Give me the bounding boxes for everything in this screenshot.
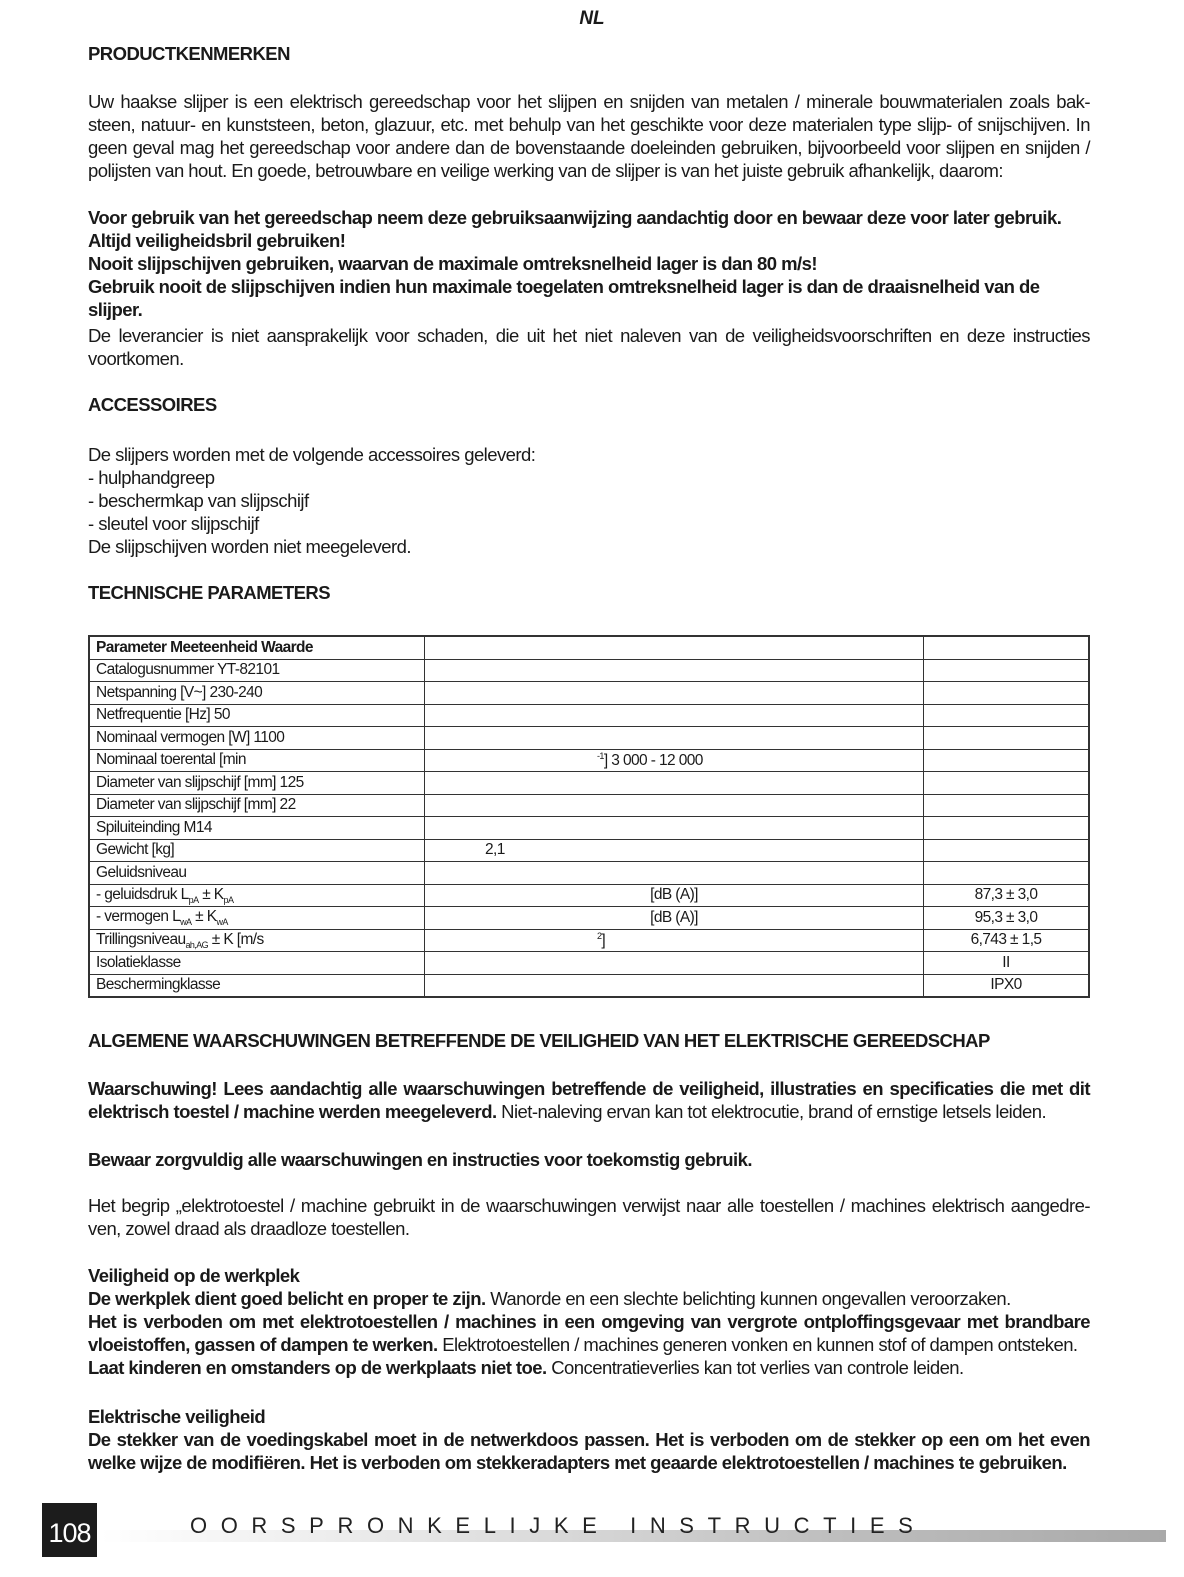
cell-text: Gewicht [kg] (96, 841, 175, 859)
table-cell (425, 704, 924, 727)
supscript-text: -1 (597, 750, 604, 761)
technical-parameters-table (88, 635, 1090, 998)
subscript-text: wA (180, 917, 192, 928)
table-cell (425, 636, 924, 659)
table-cell (425, 952, 924, 975)
cell-text: [dB (A)] (650, 908, 698, 926)
rule-text: Concentratieverlies kan tot verlies van controle leiden. (546, 1357, 964, 1378)
table-row (89, 727, 1089, 750)
table-cell (89, 704, 425, 727)
table-cell (89, 884, 425, 907)
table-row (89, 817, 1089, 840)
table-row (89, 884, 1089, 907)
rule-bold: De werkplek dient goed belicht en proper te zijn. (88, 1288, 486, 1309)
cell-text: 6,743 ± 1,5 (970, 931, 1042, 949)
table-cell (924, 952, 1090, 975)
table-cell (425, 862, 924, 885)
table-row (89, 862, 1089, 885)
cell-text: - geluidsdruk L (96, 885, 189, 903)
table-row (89, 659, 1089, 682)
cell-text: Diameter van slijpschijf [mm] 22 (96, 796, 296, 814)
table-cell (89, 907, 425, 930)
table-cell (89, 794, 425, 817)
warning-bold: Waarschuwing! Lees aandachtig alle waarschuwingen betreffende de veiligheid, illustraties en specificaties die met dit elektrisch toestel / machine werden meegeleverd. (88, 1078, 1090, 1122)
section-title-technische-parameters: TECHNISCHE PARAMETERS (88, 582, 330, 603)
cell-text: ± K [m/s (208, 930, 264, 948)
cell-text: [dB (A)] (650, 886, 698, 904)
table-cell (924, 749, 1090, 772)
table-cell (924, 772, 1090, 795)
rule-bold: Het is verboden om met elektrotoestellen / machines in een omgeving van vergrote ontploffingsgevaar met brandbare vloeistoffen, gassen of dampen te werken. (88, 1311, 1090, 1355)
accessories-list (88, 443, 1090, 558)
cell-text: 87,3 ± 3,0 (974, 886, 1038, 904)
table-cell (425, 817, 924, 840)
table-row (89, 974, 1089, 997)
table-cell (89, 749, 425, 772)
cell-text: ] (601, 931, 606, 949)
cell-text: - vermogen L (96, 908, 181, 926)
warning-min-speed: Nooit slijpschijven gebruiken, waarvan de maximale omtreksnelheid lager is dan 80 m/s! (88, 253, 817, 274)
rule-bold: Laat kinderen en omstanders op de werkplaats niet toe. (88, 1357, 547, 1378)
table-row (89, 952, 1089, 975)
subheading-workplace: Veiligheid op de werkplek (88, 1265, 300, 1286)
cell-text: ± K (198, 885, 224, 903)
table-row (89, 839, 1089, 862)
cell-text: Netspanning [V~] 230-240 (96, 683, 263, 701)
table-cell (924, 817, 1090, 840)
subscript-text: ah,AG (185, 939, 209, 950)
cell-text: Spiluiteinding M14 (96, 818, 212, 836)
cell-text: Nominaal toerental [min (96, 751, 246, 769)
cell-text: IPX0 (990, 976, 1022, 994)
warning-rest: Niet-naleving ervan kan tot elektrocutie, brand of ernstige letsels leiden. (496, 1101, 1047, 1122)
electrical-safety (88, 1405, 1090, 1474)
rule-text: Wanorde en een slechte belichting kunnen ongevallen veroorzaken. (485, 1288, 1011, 1309)
table-cell (425, 659, 924, 682)
keep-instructions: Bewaar zorgvuldig alle waarschuwingen en instructies voor toekomstig gebruik. (88, 1149, 752, 1170)
cell-text: ] 3 000 - 12 000 (603, 751, 703, 769)
section-title-general-warnings: ALGEMENE WAARSCHUWINGEN BETREFFENDE DE VEILIGHEID VAN HET ELEKTRISCHE GEREEDSCHAP (88, 1030, 990, 1051)
cell-text: Parameter Meeteenheid Waarde (96, 638, 313, 656)
table-cell (89, 772, 425, 795)
table-cell (924, 794, 1090, 817)
table-cell (89, 952, 425, 975)
table-cell (425, 682, 924, 705)
table-row (89, 907, 1089, 930)
list-item: - hulphandgreep (88, 467, 215, 488)
rule-bold: De stekker van de voedingskabel moet in de netwerkdoos passen. Het is verboden om de stekker op een om het even welke wijze de modifiëren. Het is verboden om stekkeradapters met geaarde elektrotoestellen / machines te gebruiken. (88, 1429, 1090, 1473)
table-cell (89, 636, 425, 659)
table-row (89, 704, 1089, 727)
table-cell (425, 727, 924, 750)
table-cell (89, 862, 425, 885)
table-cell (924, 907, 1090, 930)
table-cell (425, 839, 924, 862)
subheading-electrical: Elektrische veiligheid (88, 1406, 266, 1427)
table-cell (924, 929, 1090, 952)
subscript-text: pA (188, 894, 199, 905)
table-row (89, 794, 1089, 817)
table-cell (924, 704, 1090, 727)
table-cell (89, 839, 425, 862)
rule-text: Elektrotoestellen / machines generen vonken en kunnen stof of dampen ontsteken. (437, 1334, 1078, 1355)
section-title-productkenmerken: PRODUCTKENMERKEN (88, 43, 290, 64)
table-cell (89, 682, 425, 705)
list-item: - beschermkap van slijpschijf (88, 490, 309, 511)
table-cell (425, 929, 924, 952)
section-title-accessoires: ACCESSOIRES (88, 394, 217, 415)
language-header: NL (579, 8, 605, 29)
table-cell (89, 727, 425, 750)
cell-text: Nominaal vermogen [W] 1100 (96, 728, 285, 746)
footer-title: OORSPRONKELIJKE INSTRUCTIES (190, 1513, 927, 1538)
table-row (89, 772, 1089, 795)
table-cell (425, 907, 924, 930)
subscript-text: wA (216, 917, 228, 928)
table-row (89, 682, 1089, 705)
table-cell (924, 636, 1090, 659)
workplace-safety (88, 1264, 1090, 1379)
table-cell (924, 974, 1090, 997)
cell-text: Geluidsniveau (96, 863, 187, 881)
table-cell (924, 727, 1090, 750)
cell-text: Netfrequentie [Hz] 50 (96, 706, 230, 724)
table-cell (89, 974, 425, 997)
table-cell (924, 884, 1090, 907)
liability-note: De leverancier is niet aansprakelijk voor schaden, die uit het niet naleven van de veiligheidsvoorschriften en deze instructies voortkomen. (88, 325, 1090, 369)
table-cell (89, 659, 425, 682)
cell-text: Diameter van slijpschijf [mm] 125 (96, 773, 304, 791)
page-number: 108 (42, 1503, 97, 1557)
table-cell (425, 772, 924, 795)
accessories-intro: De slijpers worden met de volgende accessoires geleverd: (88, 444, 536, 465)
table-cell (89, 817, 425, 840)
cell-text: Trillingsniveau (96, 930, 186, 948)
cell-text: 95,3 ± 3,0 (974, 908, 1038, 926)
table-cell (924, 862, 1090, 885)
table-cell (425, 749, 924, 772)
table-cell (89, 929, 425, 952)
cell-text: Catalogusnummer YT-82101 (96, 661, 280, 679)
subscript-text: pA (223, 894, 234, 905)
cell-text: ± K (191, 908, 217, 926)
term-definition: Het begrip „elektrotoestel / machine gebruikt in de waarschuwingen verwijst naar alle toestellen / machines elektrisch aangedre-ven, zowel draad als draadloze toestellen. (88, 1195, 1090, 1239)
table-cell (425, 974, 924, 997)
list-item: - sleutel voor slijpschijf (88, 513, 259, 534)
accessories-outro: De slijpschijven worden niet meegeleverd. (88, 536, 411, 557)
table-cell (924, 682, 1090, 705)
product-description: Uw haakse slijper is een elektrisch gereedschap voor het slijpen en snijden van metalen / minerale bouwmaterialen zoals bak-steen, natuur- en kunststeen, beton, glazuur, etc. met behulp van het geschikte voor deze materialen type slijp- of snijschijven. In geen geval mag het gereedschap voor andere dan de bovenstaande doeleinden gebruiken, bijvoorbeeld voor slijpen en snijden / polijsten van hout. En goede, betrouwbare en veilige werking van de slijper is van het juiste gebruik afhankelijk, daarom: (88, 91, 1090, 181)
table-cell (425, 794, 924, 817)
warning-safety-glasses: Altijd veiligheidsbril gebruiken! (88, 230, 346, 251)
table-row (89, 929, 1089, 952)
table-cell (924, 659, 1090, 682)
cell-text: 2,1 (485, 841, 505, 859)
supscript-text: 2 (597, 930, 602, 941)
cell-text: Isolatieklasse (96, 953, 181, 971)
table-cell (425, 884, 924, 907)
table-cell (924, 839, 1090, 862)
warning-paragraph (88, 1077, 1090, 1123)
cell-text: II (1002, 953, 1010, 971)
warning-max-speed: Gebruik nooit de slijpschijven indien hun maximale toegelaten omtreksnelheid lager is dan de draaisnelheid van de slijper. (88, 276, 1040, 320)
cell-text: Beschermingklasse (96, 976, 221, 994)
warning-read-manual: Voor gebruik van het gereedschap neem deze gebruiksaanwijzing aandachtig door en bewaar deze voor later gebruik. (88, 207, 1062, 228)
usage-warnings (88, 206, 1090, 321)
table-row (89, 749, 1089, 772)
table-row (89, 636, 1089, 659)
